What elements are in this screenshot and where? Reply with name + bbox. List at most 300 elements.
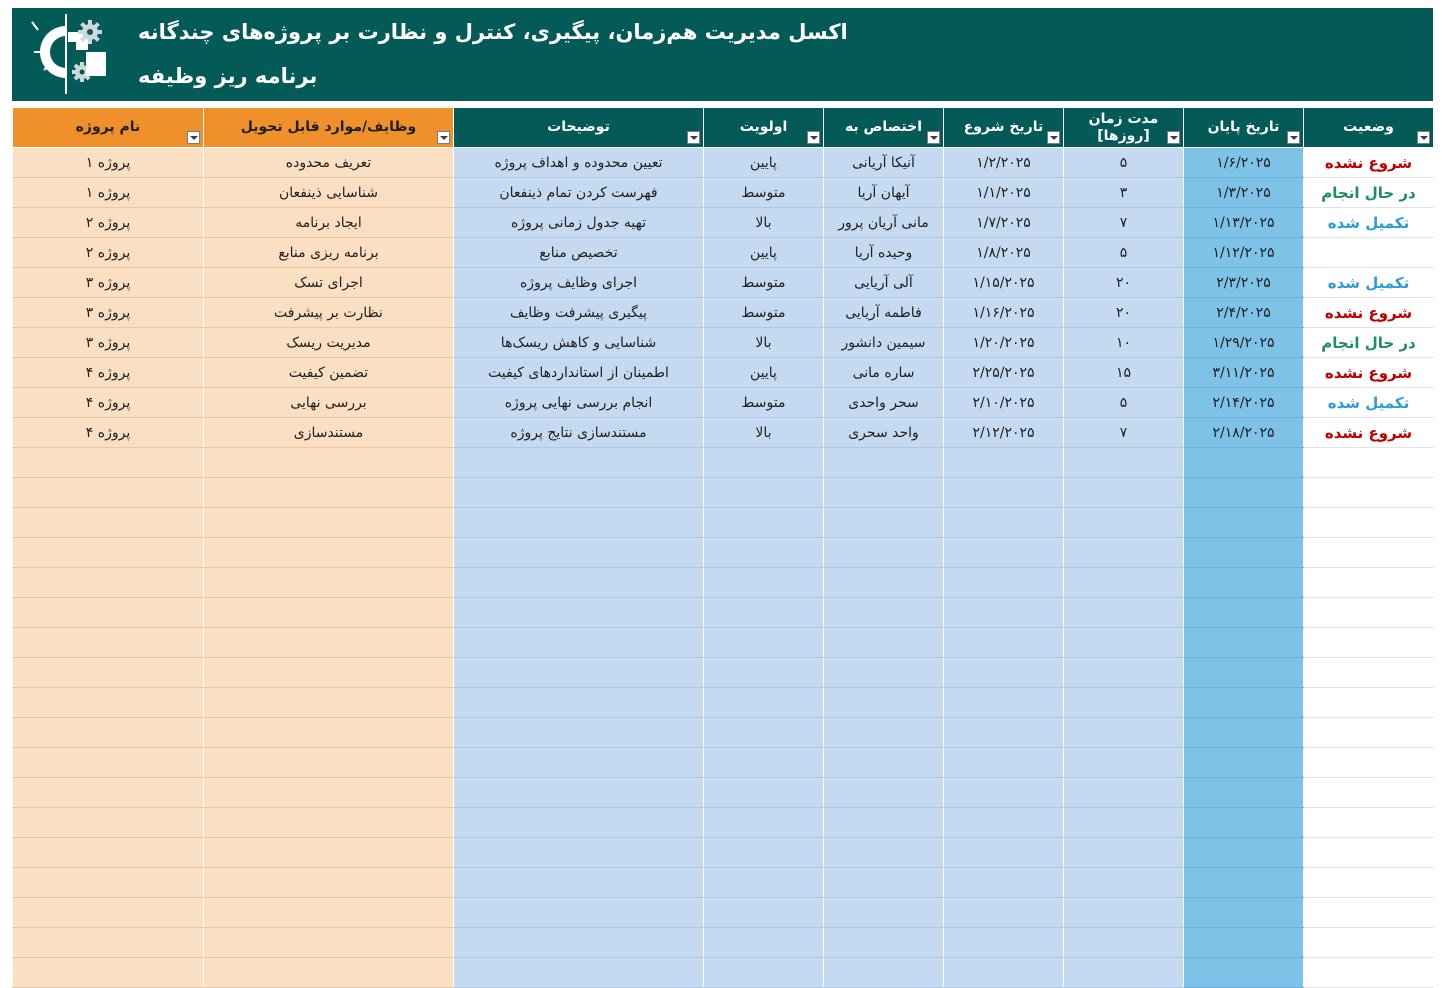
- cell-start-date[interactable]: [944, 868, 1064, 898]
- cell-start-date[interactable]: [944, 778, 1064, 808]
- filter-dropdown-icon[interactable]: [1417, 131, 1430, 144]
- cell-project[interactable]: [13, 868, 204, 898]
- table-row: [13, 688, 1434, 718]
- header-label: تاریخ پایان: [1207, 119, 1280, 135]
- cell-start-date[interactable]: ۲/۱۰/۲۰۲۵: [944, 388, 1064, 418]
- cell-priority[interactable]: [704, 568, 824, 598]
- cell-assigned[interactable]: [824, 748, 944, 778]
- table-row: [13, 478, 1434, 508]
- cell-priority[interactable]: متوسط: [704, 268, 824, 298]
- cell-priority[interactable]: پایین: [704, 148, 824, 178]
- filter-dropdown-icon[interactable]: [807, 131, 820, 144]
- cell-start-date[interactable]: [944, 478, 1064, 508]
- cell-project[interactable]: [13, 928, 204, 958]
- cell-duration[interactable]: [1064, 538, 1184, 568]
- cell-start-date[interactable]: [944, 928, 1064, 958]
- cell-duration[interactable]: [1064, 898, 1184, 928]
- cell-description[interactable]: اجرای وظایف پروژه: [454, 268, 704, 298]
- cell-status[interactable]: [1304, 148, 1434, 178]
- cell-duration[interactable]: [1064, 688, 1184, 718]
- cell-priority[interactable]: [704, 658, 824, 688]
- cell-description[interactable]: [454, 658, 704, 688]
- cell-assigned[interactable]: [824, 928, 944, 958]
- gears-logo-icon: [26, 12, 112, 96]
- cell-start-date[interactable]: [944, 598, 1064, 628]
- cell-end-date[interactable]: [1184, 898, 1304, 928]
- table-row: [13, 268, 1434, 298]
- cell-project[interactable]: پروژه ۴: [13, 418, 204, 448]
- cell-duration[interactable]: ۵: [1064, 388, 1184, 418]
- cell-description[interactable]: [454, 718, 704, 748]
- cell-duration[interactable]: [1064, 748, 1184, 778]
- cell-description[interactable]: تعیین محدوده و اهداف پروژه: [454, 148, 704, 178]
- cell-start-date[interactable]: ۲/۲۵/۲۰۲۵: [944, 358, 1064, 388]
- cell-duration[interactable]: ۱۰: [1064, 328, 1184, 358]
- cell-duration[interactable]: [1064, 958, 1184, 988]
- cell-duration[interactable]: [1064, 838, 1184, 868]
- cell-assigned[interactable]: ساره مانی: [824, 358, 944, 388]
- cell-status[interactable]: [1304, 538, 1434, 568]
- status-badge: شروع نشده: [1324, 303, 1413, 322]
- cell-status[interactable]: [1304, 778, 1434, 808]
- table-row: [13, 658, 1434, 688]
- cell-start-date[interactable]: ۱/۱۶/۲۰۲۵: [944, 298, 1064, 328]
- cell-task[interactable]: [204, 778, 454, 808]
- cell-task[interactable]: [204, 898, 454, 928]
- table-row: [13, 238, 1434, 268]
- cell-start-date[interactable]: [944, 808, 1064, 838]
- cell-description[interactable]: اطمینان از استانداردهای کیفیت: [454, 358, 704, 388]
- table-row: [13, 838, 1434, 868]
- cell-start-date[interactable]: ۱/۱۵/۲۰۲۵: [944, 268, 1064, 298]
- cell-task[interactable]: [204, 808, 454, 838]
- cell-assigned[interactable]: [824, 958, 944, 988]
- cell-duration[interactable]: ۷: [1064, 208, 1184, 238]
- header-label: تاریخ شروع: [963, 119, 1044, 135]
- cell-duration[interactable]: ۲۰: [1064, 268, 1184, 298]
- cell-project[interactable]: [13, 658, 204, 688]
- cell-description[interactable]: پیگیری پیشرفت وظایف: [454, 298, 704, 328]
- cell-priority[interactable]: متوسط: [704, 178, 824, 208]
- cell-project[interactable]: پروژه ۳: [13, 268, 204, 298]
- cell-end-date[interactable]: [1184, 748, 1304, 778]
- cell-project[interactable]: پروژه ۳: [13, 298, 204, 328]
- cell-project[interactable]: پروژه ۱: [13, 178, 204, 208]
- cell-duration[interactable]: ۵: [1064, 238, 1184, 268]
- cell-description[interactable]: انجام بررسی نهایی پروژه: [454, 388, 704, 418]
- cell-description[interactable]: [454, 748, 704, 778]
- cell-description[interactable]: تهیه جدول زمانی پروژه: [454, 208, 704, 238]
- title-banner: [12, 8, 1433, 101]
- cell-status[interactable]: [1304, 868, 1434, 898]
- cell-end-date[interactable]: ۱/۱۲/۲۰۲۵: [1184, 238, 1304, 268]
- cell-priority[interactable]: [704, 958, 824, 988]
- cell-task[interactable]: تضمین کیفیت: [204, 358, 454, 388]
- cell-task[interactable]: [204, 598, 454, 628]
- cell-status[interactable]: [1304, 748, 1434, 778]
- cell-description[interactable]: [454, 538, 704, 568]
- cell-task[interactable]: [204, 658, 454, 688]
- table-row: [13, 208, 1434, 238]
- cell-task[interactable]: [204, 838, 454, 868]
- filter-dropdown-icon[interactable]: [1167, 131, 1180, 144]
- cell-description[interactable]: تخصیص منابع: [454, 238, 704, 268]
- cell-status[interactable]: [1304, 928, 1434, 958]
- cell-status[interactable]: [1304, 238, 1434, 268]
- cell-status[interactable]: [1304, 478, 1434, 508]
- cell-task[interactable]: تعریف محدوده: [204, 148, 454, 178]
- cell-end-date[interactable]: [1184, 778, 1304, 808]
- cell-assigned[interactable]: [824, 448, 944, 478]
- table-row: [13, 778, 1434, 808]
- cell-assigned[interactable]: [824, 778, 944, 808]
- cell-start-date[interactable]: ۲/۱۲/۲۰۲۵: [944, 418, 1064, 448]
- status-badge: شروع نشده: [1324, 153, 1413, 172]
- cell-project[interactable]: [13, 568, 204, 598]
- table-row: [13, 388, 1434, 418]
- status-badge: شروع نشده: [1324, 423, 1413, 442]
- status-badge: در حال انجام: [1321, 333, 1416, 352]
- cell-status[interactable]: [1304, 298, 1434, 328]
- cell-start-date[interactable]: [944, 508, 1064, 538]
- column-header-task: [204, 108, 454, 148]
- cell-duration[interactable]: [1064, 508, 1184, 538]
- cell-assigned[interactable]: وحیده آریا: [824, 238, 944, 268]
- cell-project[interactable]: [13, 478, 204, 508]
- cell-assigned[interactable]: [824, 628, 944, 658]
- cell-status[interactable]: [1304, 598, 1434, 628]
- cell-status[interactable]: [1304, 268, 1434, 298]
- cell-status[interactable]: [1304, 508, 1434, 538]
- cell-priority[interactable]: [704, 808, 824, 838]
- cell-assigned[interactable]: [824, 478, 944, 508]
- cell-description[interactable]: [454, 778, 704, 808]
- cell-priority[interactable]: متوسط: [704, 388, 824, 418]
- cell-status[interactable]: [1304, 388, 1434, 418]
- cell-status[interactable]: [1304, 838, 1434, 868]
- cell-task[interactable]: [204, 478, 454, 508]
- cell-end-date[interactable]: [1184, 958, 1304, 988]
- status-badge: شروع نشده: [1324, 363, 1413, 382]
- cell-end-date[interactable]: ۱/۱۳/۲۰۲۵: [1184, 208, 1304, 238]
- status-badge: تکمیل شده: [1327, 273, 1410, 292]
- cell-duration[interactable]: ۲۰: [1064, 298, 1184, 328]
- cell-end-date[interactable]: [1184, 838, 1304, 868]
- cell-project[interactable]: [13, 598, 204, 628]
- header-label: وظایف/موارد قابل تحویل: [240, 119, 417, 135]
- column-header-end-date: [1184, 108, 1304, 148]
- cell-priority[interactable]: پایین: [704, 238, 824, 268]
- cell-start-date[interactable]: [944, 838, 1064, 868]
- cell-priority[interactable]: [704, 718, 824, 748]
- cell-assigned[interactable]: واحد سحری: [824, 418, 944, 448]
- cell-description[interactable]: [454, 568, 704, 598]
- cell-duration[interactable]: [1064, 658, 1184, 688]
- cell-end-date[interactable]: [1184, 658, 1304, 688]
- cell-assigned[interactable]: [824, 538, 944, 568]
- cell-priority[interactable]: پایین: [704, 358, 824, 388]
- cell-priority[interactable]: [704, 448, 824, 478]
- cell-start-date[interactable]: ۱/۲/۲۰۲۵: [944, 148, 1064, 178]
- cell-start-date[interactable]: [944, 898, 1064, 928]
- cell-task[interactable]: [204, 958, 454, 988]
- page-title: اکسل مدیریت هم‌زمان، پیگیری، کنترل و نظارت بر پروژه‌های چندگانه: [138, 20, 848, 44]
- header-label: نام پروژه: [75, 119, 141, 135]
- filter-dropdown-icon[interactable]: [1047, 131, 1060, 144]
- cell-priority[interactable]: بالا: [704, 418, 824, 448]
- cell-duration[interactable]: [1064, 778, 1184, 808]
- header-label: توضیحات: [547, 119, 610, 135]
- cell-assigned[interactable]: [824, 598, 944, 628]
- cell-task[interactable]: [204, 448, 454, 478]
- cell-project[interactable]: [13, 958, 204, 988]
- filter-dropdown-icon[interactable]: [1287, 131, 1300, 144]
- cell-task[interactable]: [204, 568, 454, 598]
- cell-assigned[interactable]: آنیکا آریانی: [824, 148, 944, 178]
- cell-project[interactable]: پروژه ۱: [13, 148, 204, 178]
- cell-end-date[interactable]: ۱/۶/۲۰۲۵: [1184, 148, 1304, 178]
- cell-start-date[interactable]: [944, 658, 1064, 688]
- cell-duration[interactable]: ۳: [1064, 178, 1184, 208]
- cell-end-date[interactable]: ۲/۱۸/۲۰۲۵: [1184, 418, 1304, 448]
- cell-project[interactable]: [13, 808, 204, 838]
- cell-end-date[interactable]: [1184, 448, 1304, 478]
- column-header-status: [1304, 108, 1434, 148]
- cell-task[interactable]: [204, 508, 454, 538]
- cell-assigned[interactable]: سحر واحدی: [824, 388, 944, 418]
- status-badge: در حال انجام: [1321, 183, 1416, 202]
- cell-task[interactable]: [204, 928, 454, 958]
- cell-project[interactable]: [13, 838, 204, 868]
- cell-task[interactable]: نظارت بر پیشرفت: [204, 298, 454, 328]
- cell-task[interactable]: اجرای تسک: [204, 268, 454, 298]
- cell-end-date[interactable]: [1184, 718, 1304, 748]
- cell-description[interactable]: [454, 868, 704, 898]
- table-row: [13, 418, 1434, 448]
- cell-duration[interactable]: [1064, 568, 1184, 598]
- cell-end-date[interactable]: [1184, 808, 1304, 838]
- cell-end-date[interactable]: ۲/۱۴/۲۰۲۵: [1184, 388, 1304, 418]
- cell-end-date[interactable]: [1184, 508, 1304, 538]
- cell-status[interactable]: [1304, 328, 1434, 358]
- cell-project[interactable]: [13, 538, 204, 568]
- cell-duration[interactable]: [1064, 628, 1184, 658]
- cell-assigned[interactable]: [824, 508, 944, 538]
- column-header-priority: [704, 108, 824, 148]
- cell-duration[interactable]: [1064, 448, 1184, 478]
- cell-project[interactable]: پروژه ۲: [13, 208, 204, 238]
- cell-task[interactable]: بررسی نهایی: [204, 388, 454, 418]
- cell-priority[interactable]: [704, 478, 824, 508]
- cell-priority[interactable]: [704, 868, 824, 898]
- cell-status[interactable]: [1304, 898, 1434, 928]
- cell-status[interactable]: [1304, 208, 1434, 238]
- cell-task[interactable]: [204, 688, 454, 718]
- cell-assigned[interactable]: [824, 658, 944, 688]
- cell-start-date[interactable]: [944, 748, 1064, 778]
- cell-priority[interactable]: متوسط: [704, 298, 824, 328]
- cell-assigned[interactable]: [824, 808, 944, 838]
- cell-description[interactable]: [454, 838, 704, 868]
- cell-duration[interactable]: [1064, 478, 1184, 508]
- cell-duration[interactable]: ۱۵: [1064, 358, 1184, 388]
- cell-project[interactable]: [13, 508, 204, 538]
- table-row: [13, 448, 1434, 478]
- cell-status[interactable]: [1304, 448, 1434, 478]
- cell-priority[interactable]: [704, 748, 824, 778]
- cell-start-date[interactable]: ۱/۲۰/۲۰۲۵: [944, 328, 1064, 358]
- cell-task[interactable]: شناسایی ذینفعان: [204, 178, 454, 208]
- cell-start-date[interactable]: [944, 958, 1064, 988]
- cell-priority[interactable]: [704, 538, 824, 568]
- cell-task[interactable]: [204, 748, 454, 778]
- cell-task[interactable]: [204, 718, 454, 748]
- cell-start-date[interactable]: ۱/۱/۲۰۲۵: [944, 178, 1064, 208]
- cell-start-date[interactable]: [944, 688, 1064, 718]
- cell-duration[interactable]: [1064, 868, 1184, 898]
- cell-assigned[interactable]: [824, 898, 944, 928]
- cell-priority[interactable]: [704, 508, 824, 538]
- cell-description[interactable]: مستندسازی نتایج پروژه: [454, 418, 704, 448]
- cell-project[interactable]: [13, 628, 204, 658]
- cell-end-date[interactable]: [1184, 598, 1304, 628]
- cell-assigned[interactable]: [824, 868, 944, 898]
- cell-end-date[interactable]: ۳/۱۱/۲۰۲۵: [1184, 358, 1304, 388]
- cell-start-date[interactable]: [944, 628, 1064, 658]
- task-table: [12, 107, 1434, 988]
- cell-priority[interactable]: [704, 928, 824, 958]
- cell-project[interactable]: پروژه ۴: [13, 358, 204, 388]
- cell-duration[interactable]: [1064, 718, 1184, 748]
- cell-description[interactable]: [454, 688, 704, 718]
- cell-task[interactable]: مدیریت ریسک: [204, 328, 454, 358]
- cell-status[interactable]: [1304, 358, 1434, 388]
- cell-project[interactable]: [13, 898, 204, 928]
- cell-status[interactable]: [1304, 658, 1434, 688]
- cell-duration[interactable]: [1064, 928, 1184, 958]
- cell-project[interactable]: پروژه ۲: [13, 238, 204, 268]
- cell-assigned[interactable]: [824, 568, 944, 598]
- cell-project[interactable]: [13, 778, 204, 808]
- column-header-project: [13, 108, 204, 148]
- column-header-duration: [1064, 108, 1184, 148]
- filter-dropdown-icon[interactable]: [187, 131, 200, 144]
- cell-priority[interactable]: [704, 898, 824, 928]
- cell-task[interactable]: [204, 538, 454, 568]
- cell-description[interactable]: [454, 928, 704, 958]
- cell-task[interactable]: [204, 628, 454, 658]
- table-row: [13, 808, 1434, 838]
- cell-description[interactable]: فهرست کردن تمام ذینفعان: [454, 178, 704, 208]
- cell-duration[interactable]: ۷: [1064, 418, 1184, 448]
- cell-start-date[interactable]: ۱/۷/۲۰۲۵: [944, 208, 1064, 238]
- cell-task[interactable]: برنامه ریزی منابع: [204, 238, 454, 268]
- cell-end-date[interactable]: [1184, 538, 1304, 568]
- table-row: [13, 538, 1434, 568]
- cell-priority[interactable]: [704, 778, 824, 808]
- cell-assigned[interactable]: آیهان آریا: [824, 178, 944, 208]
- cell-status[interactable]: [1304, 958, 1434, 988]
- cell-priority[interactable]: [704, 628, 824, 658]
- cell-project[interactable]: [13, 718, 204, 748]
- cell-assigned[interactable]: فاطمه آریایی: [824, 298, 944, 328]
- cell-duration[interactable]: [1064, 598, 1184, 628]
- cell-assigned[interactable]: سیمین دانشور: [824, 328, 944, 358]
- cell-end-date[interactable]: ۲/۳/۲۰۲۵: [1184, 268, 1304, 298]
- cell-end-date[interactable]: [1184, 868, 1304, 898]
- cell-project[interactable]: [13, 748, 204, 778]
- cell-duration[interactable]: [1064, 808, 1184, 838]
- cell-priority[interactable]: [704, 598, 824, 628]
- cell-end-date[interactable]: ۲/۴/۲۰۲۵: [1184, 298, 1304, 328]
- column-header-start-date: [944, 108, 1064, 148]
- cell-assigned[interactable]: آلی آریایی: [824, 268, 944, 298]
- cell-status[interactable]: [1304, 718, 1434, 748]
- cell-start-date[interactable]: [944, 538, 1064, 568]
- cell-assigned[interactable]: [824, 838, 944, 868]
- cell-project[interactable]: [13, 448, 204, 478]
- cell-start-date[interactable]: [944, 568, 1064, 598]
- cell-task[interactable]: ایجاد برنامه: [204, 208, 454, 238]
- cell-description[interactable]: [454, 508, 704, 538]
- filter-dropdown-icon[interactable]: [687, 131, 700, 144]
- cell-priority[interactable]: [704, 838, 824, 868]
- cell-status[interactable]: [1304, 628, 1434, 658]
- cell-start-date[interactable]: [944, 718, 1064, 748]
- cell-description[interactable]: [454, 958, 704, 988]
- status-badge: تکمیل شده: [1327, 393, 1410, 412]
- filter-dropdown-icon[interactable]: [927, 131, 940, 144]
- cell-assigned[interactable]: مانی آریان پرور: [824, 208, 944, 238]
- cell-status[interactable]: [1304, 808, 1434, 838]
- cell-project[interactable]: پروژه ۳: [13, 328, 204, 358]
- cell-description[interactable]: [454, 478, 704, 508]
- cell-description[interactable]: [454, 898, 704, 928]
- cell-task[interactable]: [204, 868, 454, 898]
- cell-end-date[interactable]: [1184, 568, 1304, 598]
- cell-description[interactable]: [454, 598, 704, 628]
- cell-end-date[interactable]: [1184, 688, 1304, 718]
- cell-priority[interactable]: بالا: [704, 208, 824, 238]
- cell-start-date[interactable]: ۱/۸/۲۰۲۵: [944, 238, 1064, 268]
- cell-end-date[interactable]: ۱/۳/۲۰۲۵: [1184, 178, 1304, 208]
- cell-status[interactable]: [1304, 688, 1434, 718]
- cell-start-date[interactable]: [944, 448, 1064, 478]
- filter-dropdown-icon[interactable]: [437, 131, 450, 144]
- cell-status[interactable]: [1304, 418, 1434, 448]
- cell-description[interactable]: [454, 808, 704, 838]
- cell-project[interactable]: پروژه ۴: [13, 388, 204, 418]
- cell-end-date[interactable]: ۱/۲۹/۲۰۲۵: [1184, 328, 1304, 358]
- cell-duration[interactable]: ۵: [1064, 148, 1184, 178]
- table-header-row: [13, 108, 1434, 148]
- cell-description[interactable]: شناسایی و کاهش ریسک‌ها: [454, 328, 704, 358]
- cell-end-date[interactable]: [1184, 628, 1304, 658]
- cell-description[interactable]: [454, 448, 704, 478]
- cell-assigned[interactable]: [824, 688, 944, 718]
- cell-priority[interactable]: [704, 688, 824, 718]
- cell-task[interactable]: مستندسازی: [204, 418, 454, 448]
- cell-status[interactable]: [1304, 178, 1434, 208]
- cell-priority[interactable]: بالا: [704, 328, 824, 358]
- table-row: [13, 568, 1434, 598]
- cell-project[interactable]: [13, 688, 204, 718]
- cell-end-date[interactable]: [1184, 478, 1304, 508]
- cell-end-date[interactable]: [1184, 928, 1304, 958]
- cell-assigned[interactable]: [824, 718, 944, 748]
- cell-status[interactable]: [1304, 568, 1434, 598]
- cell-description[interactable]: [454, 628, 704, 658]
